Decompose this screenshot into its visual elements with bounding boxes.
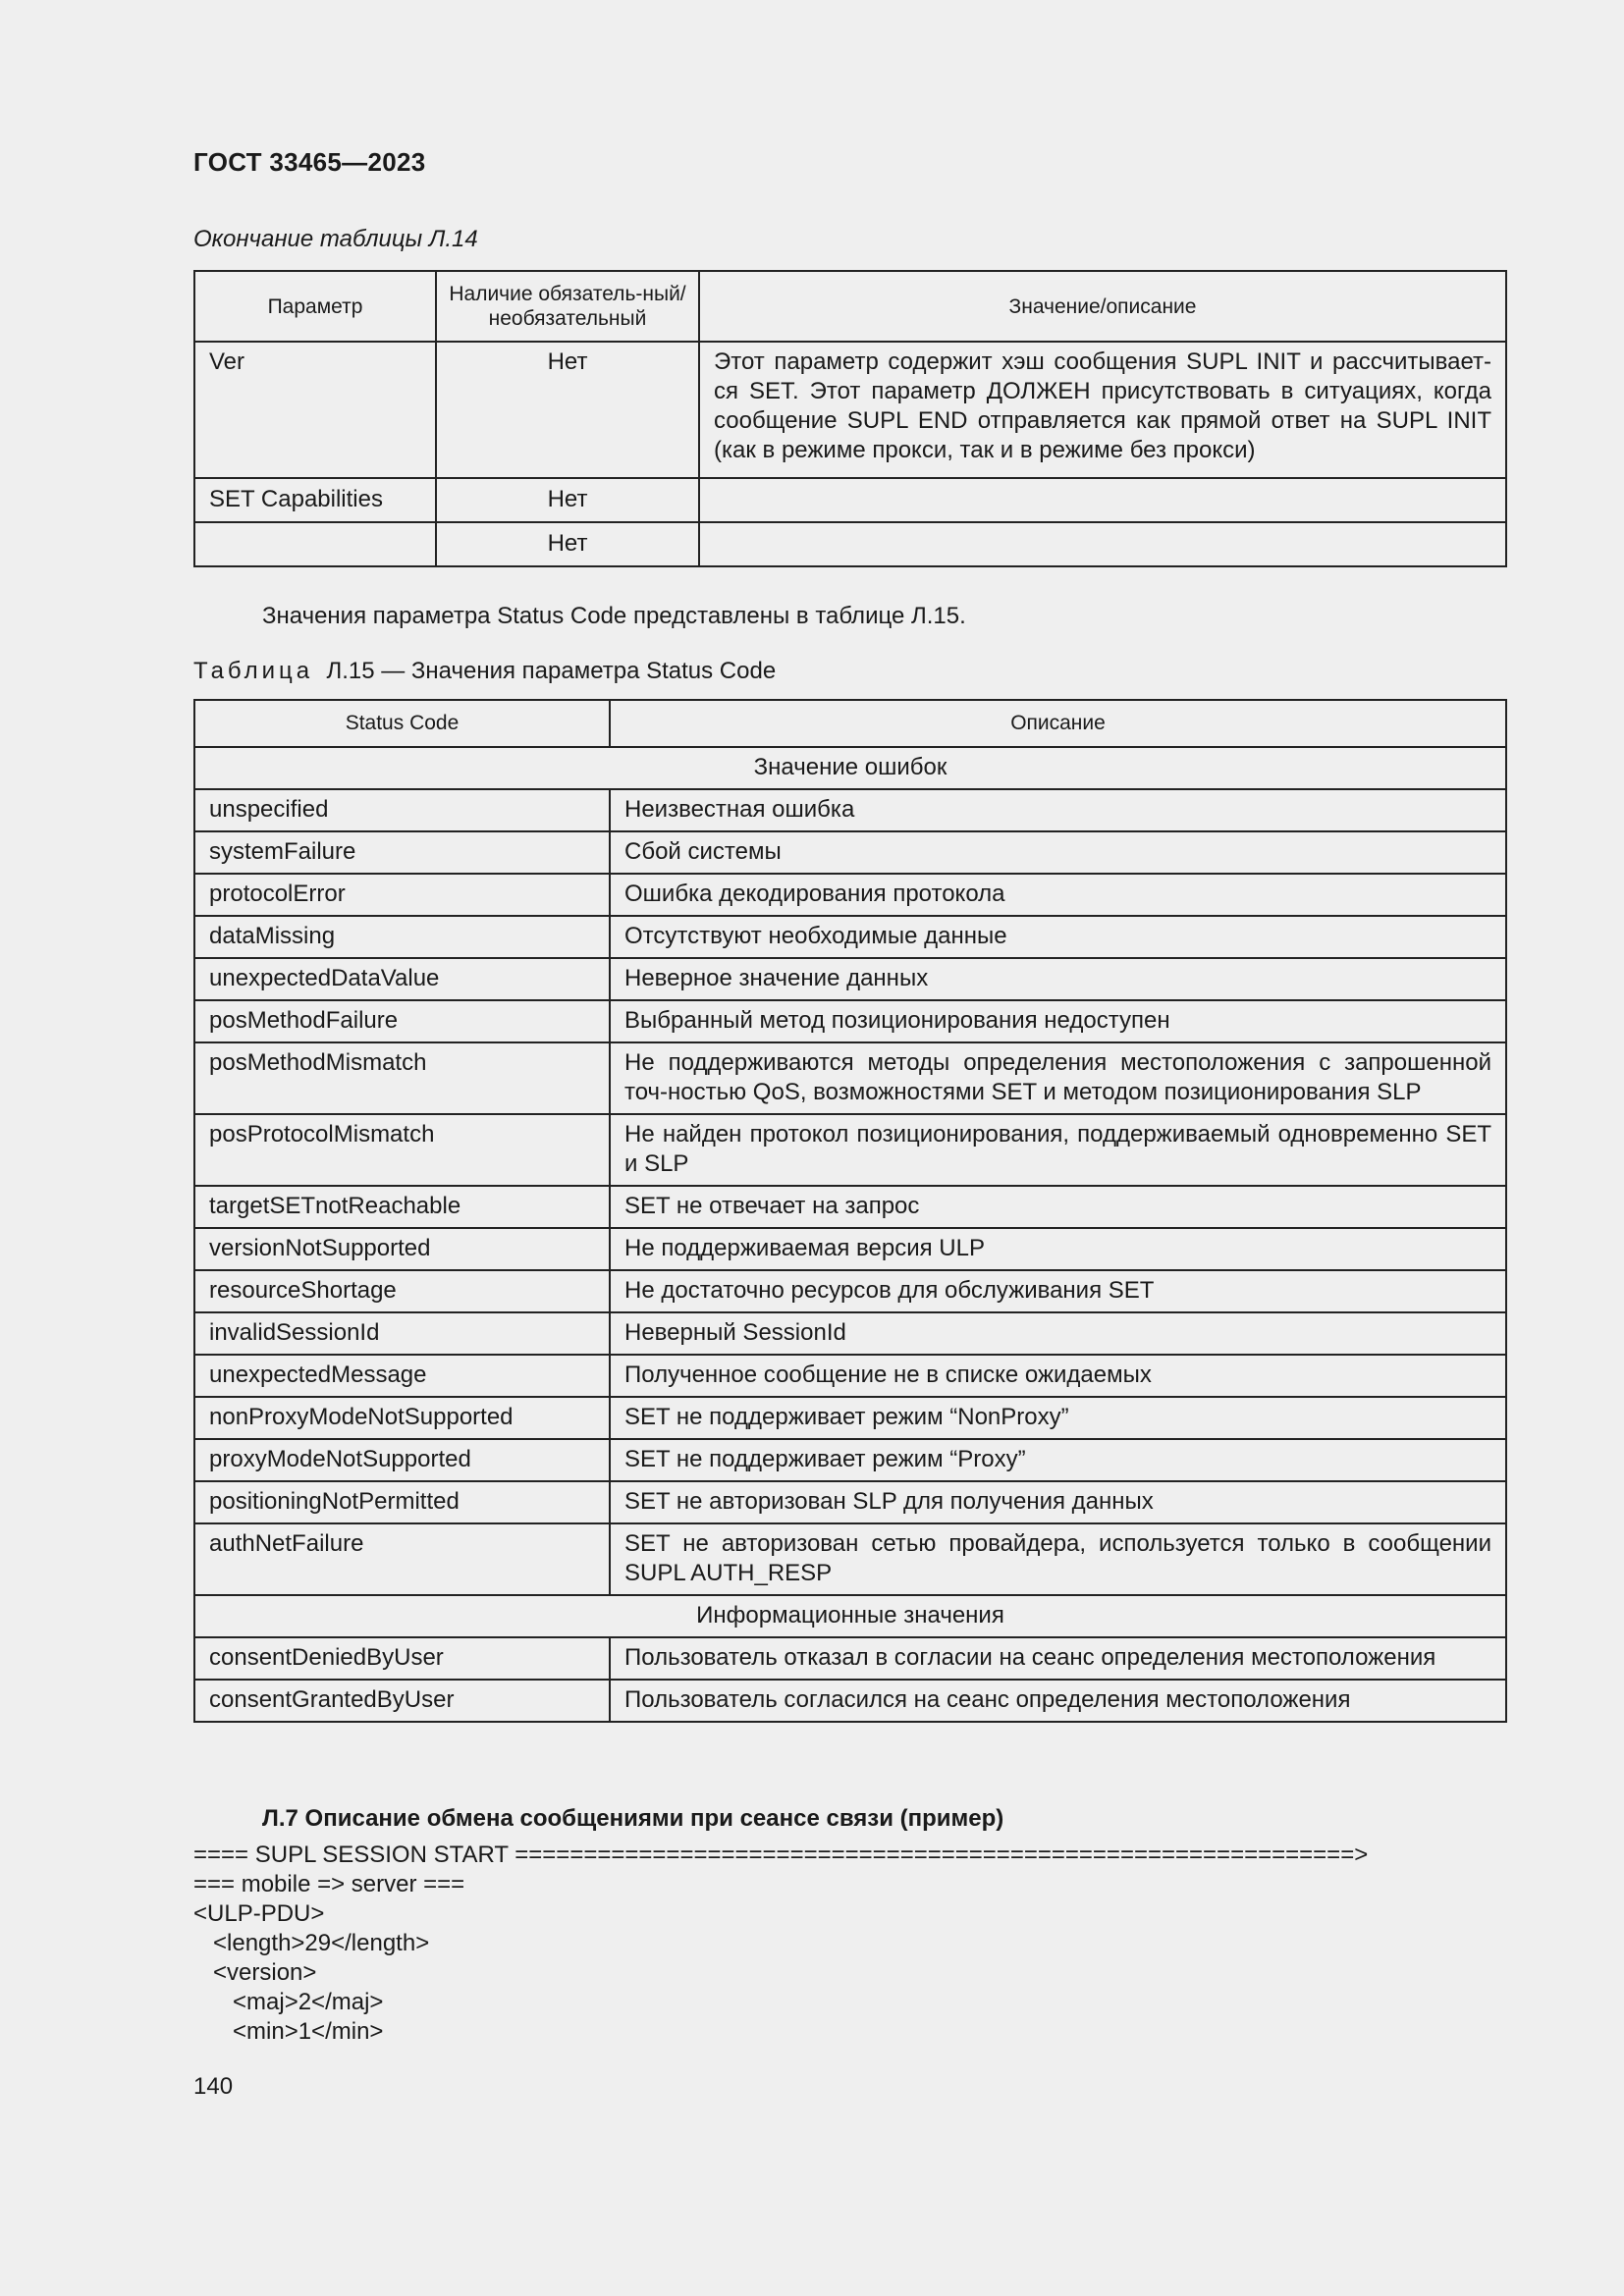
code-line: <version>: [193, 1959, 317, 1986]
code-line: ==== SUPL SESSION START =============================================================>: [193, 1842, 1369, 1868]
cell-description: [699, 522, 1506, 566]
table-row: [194, 1481, 1506, 1523]
table-15-caption-prefix: Таблица: [193, 658, 314, 684]
cell-description: SET не поддерживает режим “NonProxy”: [610, 1397, 1506, 1439]
section-heading: Л.7 Описание обмена сообщениями при сеансе связи (пример): [262, 1805, 1004, 1832]
cell-presence: Нет: [436, 522, 699, 566]
header-cell-presence: Наличие обязатель-ный/необязательный: [436, 271, 699, 342]
table-15: [193, 699, 1507, 1723]
cell-status-code: unexpectedDataValue: [194, 958, 610, 1000]
cell-description: Пользователь отказал в согласии на сеанс определения местоположения: [610, 1637, 1506, 1680]
cell-status-code: posProtocolMismatch: [194, 1114, 610, 1186]
table-14-caption: Окончание таблицы Л.14: [193, 226, 478, 252]
table-row: [194, 958, 1506, 1000]
cell-status-code: versionNotSupported: [194, 1228, 610, 1270]
cell-status-code: unspecified: [194, 789, 610, 831]
code-line: <min>1</min>: [193, 2018, 384, 2045]
cell-description: Пользователь согласился на сеанс определения местоположения: [610, 1680, 1506, 1722]
table-row: [194, 1042, 1506, 1114]
table-row: [194, 789, 1506, 831]
page-number: 140: [193, 2073, 234, 2100]
cell-description: Неверное значение данных: [610, 958, 1506, 1000]
cell-description: Этот параметр содержит хэш сообщения SUPL INIT и рассчитывает-ся SET. Этот параметр ДОЛЖЕН присутствовать в ситуациях, когда сообщение SUPL END отправляется как прямой ответ на SUPL INIT (как в режиме прокси, так и в режиме без прокси): [699, 342, 1506, 478]
table-row: [194, 1355, 1506, 1397]
code-listing: [193, 1841, 1368, 2047]
cell-description: Не найден протокол позиционирования, поддерживаемый одновременно SET и SLP: [610, 1114, 1506, 1186]
cell-description: Ошибка декодирования протокола: [610, 874, 1506, 916]
cell-status-code: dataMissing: [194, 916, 610, 958]
cell-status-code: authNetFailure: [194, 1523, 610, 1595]
table-15-caption-title: Л.15 — Значения параметра Status Code: [326, 658, 777, 684]
cell-description: [699, 478, 1506, 522]
header-cell-param: Параметр: [194, 271, 436, 342]
header-cell-description: Значение/описание: [699, 271, 1506, 342]
cell-status-code: posMethodFailure: [194, 1000, 610, 1042]
table-row: [194, 831, 1506, 874]
cell-description: Отсутствуют необходимые данные: [610, 916, 1506, 958]
cell-description: Не поддерживаемая версия ULP: [610, 1228, 1506, 1270]
cell-status-code: systemFailure: [194, 831, 610, 874]
cell-status-code: targetSETnotReachable: [194, 1186, 610, 1228]
section-row: [194, 747, 1506, 789]
cell-status-code: unexpectedMessage: [194, 1355, 610, 1397]
code-line: <ULP-PDU>: [193, 1900, 325, 1927]
table-row: [194, 1000, 1506, 1042]
table-row: [194, 1312, 1506, 1355]
cell-param: SET Capabilities: [194, 478, 436, 522]
table-header-row: [194, 700, 1506, 747]
cell-description: Неверный SessionId: [610, 1312, 1506, 1355]
cell-param: [194, 522, 436, 566]
table-row: [194, 916, 1506, 958]
table-row: [194, 1637, 1506, 1680]
intro-paragraph: Значения параметра Status Code представлены в таблице Л.15.: [262, 603, 966, 629]
cell-presence: Нет: [436, 478, 699, 522]
cell-status-code: posMethodMismatch: [194, 1042, 610, 1114]
cell-description: SET не авторизован SLP для получения данных: [610, 1481, 1506, 1523]
header-cell-description: Описание: [610, 700, 1506, 747]
cell-description: Сбой системы: [610, 831, 1506, 874]
cell-description: Не достаточно ресурсов для обслуживания SET: [610, 1270, 1506, 1312]
cell-description: Неизвестная ошибка: [610, 789, 1506, 831]
code-line: === mobile => server ===: [193, 1871, 465, 1897]
cell-status-code: proxyModeNotSupported: [194, 1439, 610, 1481]
cell-description: SET не поддерживает режим “Proxy”: [610, 1439, 1506, 1481]
section-title: Информационные значения: [194, 1595, 1506, 1637]
cell-param: Ver: [194, 342, 436, 478]
section-row: [194, 1595, 1506, 1637]
cell-description: SET не отвечает на запрос: [610, 1186, 1506, 1228]
table-row: [194, 1114, 1506, 1186]
header-cell-status-code: Status Code: [194, 700, 610, 747]
code-line: <maj>2</maj>: [193, 1989, 384, 2015]
table-row: [194, 1270, 1506, 1312]
section-title: Значение ошибок: [194, 747, 1506, 789]
cell-presence: Нет: [436, 342, 699, 478]
cell-status-code: protocolError: [194, 874, 610, 916]
table-row: [194, 1186, 1506, 1228]
cell-description: Полученное сообщение не в списке ожидаемых: [610, 1355, 1506, 1397]
code-line: <length>29</length>: [193, 1930, 430, 1956]
table-row: [194, 478, 1506, 522]
table-row: [194, 342, 1506, 478]
table-14: [193, 270, 1507, 567]
table-header-row: [194, 271, 1506, 342]
table-15-caption: [193, 658, 776, 685]
table-row: [194, 1397, 1506, 1439]
cell-status-code: resourceShortage: [194, 1270, 610, 1312]
table-15-body: [194, 747, 1506, 1722]
table-row: [194, 1228, 1506, 1270]
table-row: [194, 1523, 1506, 1595]
table-row: [194, 522, 1506, 566]
table-row: [194, 1680, 1506, 1722]
cell-status-code: consentGrantedByUser: [194, 1680, 610, 1722]
table-row: [194, 1439, 1506, 1481]
cell-description: Не поддерживаются методы определения местоположения с запрошенной точ-ностью QoS, возможностями SET и методом позиционирования SLP: [610, 1042, 1506, 1114]
table-row: [194, 874, 1506, 916]
cell-status-code: positioningNotPermitted: [194, 1481, 610, 1523]
cell-status-code: nonProxyModeNotSupported: [194, 1397, 610, 1439]
cell-status-code: consentDeniedByUser: [194, 1637, 610, 1680]
cell-description: SET не авторизован сетью провайдера, используется только в сообщении SUPL AUTH_RESP: [610, 1523, 1506, 1595]
cell-status-code: invalidSessionId: [194, 1312, 610, 1355]
cell-description: Выбранный метод позиционирования недоступен: [610, 1000, 1506, 1042]
document-title: ГОСТ 33465—2023: [193, 147, 426, 177]
